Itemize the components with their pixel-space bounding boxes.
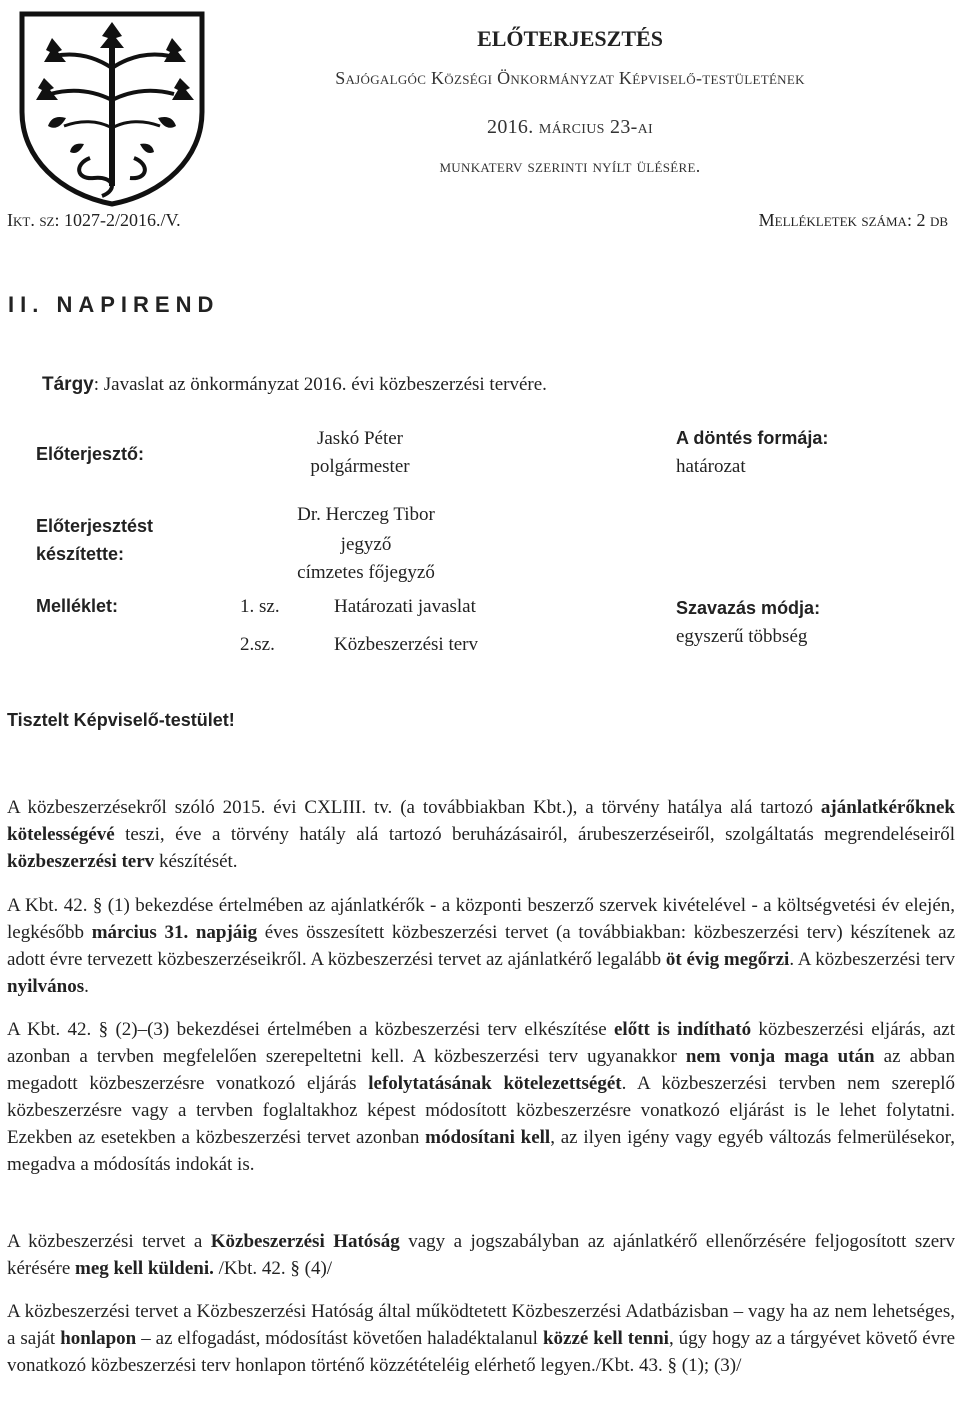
preparer-name: Dr. Herczeg Tibor [297, 504, 435, 525]
presenter-name: Jaskó Péter [316, 428, 403, 449]
prepared-by-label-2: készítette: [36, 544, 125, 564]
salutation: Tisztelt Képviselő-testület! [7, 710, 235, 730]
attachment-1-number: 1. sz. [240, 596, 280, 617]
attachment-1-text: Határozati javaslat [334, 596, 476, 617]
subject-label: Tárgy [42, 374, 94, 395]
presenter-title: polgármester [310, 456, 410, 477]
header-council: Sajógalgóc Községi Önkormányzat Képviselő-testületének [335, 68, 805, 88]
subject-line [42, 374, 547, 396]
paragraph-4: A közbeszerzési tervet a Közbeszerzési Hatóság vagy a jogszabályban az ajánlatkérő ellenőrzésére feljogosított szerv kérésére meg kell küldeni. /Kbt. 42. § (4)/ [7, 1231, 955, 1279]
attachment-2-number: 2.sz. [240, 634, 275, 655]
agenda-heading: II. NAPIREND [8, 292, 220, 317]
paragraph-2: A Kbt. 42. § (1) bekezdése értelmében az ajánlatkérők - a központi beszerző szervek kivételével - a költségvetési év elején, legkésőbb március 31. napjáig éves összesített közbeszerzési tervet (a továbbiakban: közbeszerzési terv) készítenek az adott évre tervezett közbeszerzéseikről. A közbeszerzési tervet az ajánlatkérő legalább öt évig megőrzi. A közbeszerzési terv nyilvános. [7, 895, 956, 997]
prepared-by-label-1: Előterjesztést [36, 516, 154, 536]
decision-form-label: A döntés formája: [676, 428, 829, 448]
decision-form-value: határozat [676, 456, 746, 477]
preparer-title: jegyző [340, 534, 392, 555]
presenter-label: Előterjesztő: [36, 444, 145, 464]
document-title: ELŐTERJESZTÉS [477, 26, 663, 51]
preparer-honorary-title: címzetes főjegyző [297, 562, 435, 583]
attachments-count: Mellékletek száma: 2 db [758, 210, 948, 230]
voting-method-value: egyszerű többség [676, 626, 808, 647]
attachment-2-text: Közbeszerzési terv [334, 634, 479, 655]
paragraph-1: A közbeszerzésekről szóló 2015. évi CXLIII. tv. (a továbbiakban Kbt.), a törvény hatálya alá tartozó ajánlatkérőknek kötelességévé teszi, éve a törvény hatály alá tartozó beruházásairól, árubeszerzéseiről, szolgáltatás megrendeléseiről közbeszerzési terv készítését. [7, 797, 955, 872]
attachment-label: Melléklet: [36, 596, 119, 616]
paragraph-3: A Kbt. 42. § (2)–(3) bekezdései értelmében a közbeszerzési terv elkészítése előtt is indítható közbeszerzési eljárás, azt azonban a tervben megfelelően szerepeltetni kell. A közbeszerzési terv ugyanakkor nem vonja maga után az abban megadott közbeszerzésre vonatkozó eljárás lefolytatásának kötelezettségét. A közbeszerzési tervben nem szereplő közbeszerzésre vagy a tervben foglaltakhoz képest módosított közbeszerzésre vonatkozó eljárást is le lehet folytatni. Ezekben az esetekben a közbeszerzési tervet azonban módosítani kell, az ilyen igény vagy egyéb változás felmerülésekor, megadva a módosítás indokát is. [7, 1019, 955, 1175]
reference-number: Ikt. sz: 1027-2/2016./V. [7, 210, 181, 230]
header-session: munkaterv szerinti nyílt ülésére. [439, 156, 701, 176]
paragraph-5: A közbeszerzési tervet a Közbeszerzési Hatóság által működtetett Közbeszerzési Adatbázisban – vagy ha az nem lehetséges, a saját honlapon – az elfogadást, módosítást követően haladéktalanul közzé kell tenni, úgy hogy az a tárgyévet követő évre vonatkozó közbeszerzési terv honlapon történő közzétételéig elérhető legyen./Kbt. 43. § (1); (3)/ [7, 1301, 955, 1376]
header-date: 2016. március 23-ai [487, 116, 653, 138]
subject-text: : Javaslat az önkormányzat 2016. évi közbeszerzési tervére. [93, 374, 547, 395]
voting-method-label: Szavazás módja: [676, 598, 821, 618]
coat-of-arms-icon [14, 8, 210, 208]
